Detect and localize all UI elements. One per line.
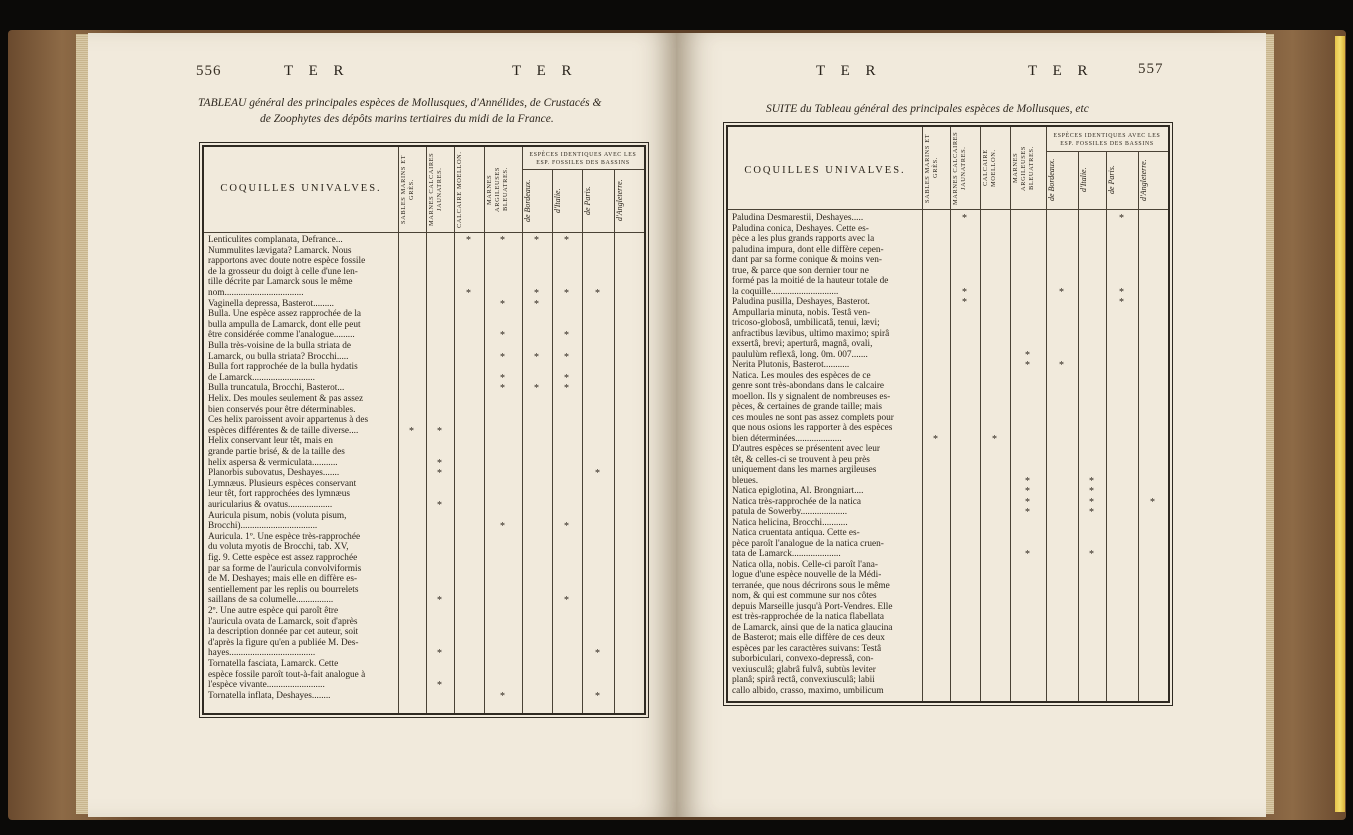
occurrence-star: * xyxy=(962,286,967,298)
header-rule xyxy=(204,232,644,233)
occurrence-star: * xyxy=(500,351,505,363)
occurrence-star: * xyxy=(1059,286,1064,298)
occurrence-star: * xyxy=(1025,496,1030,508)
page-number: 556 xyxy=(196,63,222,79)
column-rule xyxy=(950,127,951,701)
group-rule xyxy=(522,169,644,170)
column-rule xyxy=(398,147,399,713)
occurrence-star: * xyxy=(595,690,600,702)
table-caption-line1: TABLEAU général des principales espèces de Mollusques, d'Annélides, de Crustacés & xyxy=(198,97,602,109)
occurrence-star: * xyxy=(500,383,505,395)
species-entry: rapportons avec doute notre espèce fossile xyxy=(208,256,366,267)
species-entry: logue d'une espèce nouvelle de la Médi- xyxy=(732,570,882,580)
occurrence-star: * xyxy=(466,288,471,299)
occurrence-star: * xyxy=(437,680,442,692)
species-entry: Paludina pusilla, Deshayes, Basterot. xyxy=(732,297,870,307)
occurrence-star: * xyxy=(534,235,539,246)
column-header: d'Italie. xyxy=(1079,167,1088,193)
species-entry: paludina impura, dont elle diffère cepen- xyxy=(732,244,884,255)
species-entry: espèces par les caractères suivans: Testâ xyxy=(732,643,882,654)
species-entry: paululùm reflexâ, long. 0m. 007....... xyxy=(732,349,868,360)
occurrence-star: * xyxy=(500,235,505,246)
species-entry: Planorbis subovatus, Deshayes....... xyxy=(208,468,340,479)
species-entry: suborbiculari, convexo-depressâ, con- xyxy=(732,654,874,664)
species-entry: têt, & celles-ci se trouvent à peu près xyxy=(732,454,870,465)
occurrence-star: * xyxy=(1025,549,1030,560)
occurrence-star: * xyxy=(534,298,539,310)
column-rule xyxy=(454,147,455,713)
column-rule xyxy=(614,169,615,713)
species-entry: l'espèce vivante......................... xyxy=(208,680,325,691)
species-entry: bien déterminées.................... xyxy=(732,433,842,444)
table-caption-line2: de Zoophytes des dépôts marins tertiaires du midi de la France. xyxy=(260,113,554,125)
occurrence-star: * xyxy=(437,500,442,511)
column-rule xyxy=(582,169,583,713)
occurrence-star: * xyxy=(564,595,569,607)
species-entry: exsertâ, brevi; aperturâ, magnâ, ovali, xyxy=(732,339,873,349)
column-rule xyxy=(1046,127,1047,701)
species-entry: Lenticulites complanata, Defrance... xyxy=(208,235,343,245)
species-entry: Paludina conica, Deshayes. Cette es- xyxy=(732,223,869,234)
occurrence-star: * xyxy=(500,521,505,533)
header-rule xyxy=(728,209,1168,210)
page-number: 557 xyxy=(1138,61,1164,77)
occurrence-star: * xyxy=(1119,286,1124,298)
table-title: COQUILLES UNIVALVES. xyxy=(744,165,906,176)
occurrence-star: * xyxy=(1089,496,1094,508)
species-entry: Helix. Des moules seulement & pas assez xyxy=(208,394,364,404)
occurrence-star: * xyxy=(437,468,442,480)
species-entry: leur têt, fort rapprochées des lymnæus xyxy=(208,489,350,500)
column-header: SABLES MARINS ET GRÈS. xyxy=(400,154,415,225)
running-head-right: T E R xyxy=(1028,63,1094,79)
column-rule xyxy=(1106,151,1107,701)
species-entry: Lymnæus. Plusieurs espèces conservant xyxy=(208,478,357,489)
occurrence-star: * xyxy=(534,383,539,395)
occurrence-star: * xyxy=(1150,496,1155,508)
species-entry: Nummulites lævigata? Lamarck. Nous xyxy=(208,245,352,256)
column-rule xyxy=(522,147,523,713)
column-rule xyxy=(1078,151,1079,701)
occurrence-star: * xyxy=(1025,360,1030,371)
species-entry: terranée, que nous décrirons sous le même xyxy=(732,580,890,591)
running-head-left: T E R xyxy=(284,63,350,79)
column-rule xyxy=(980,127,981,701)
species-entry: anfractibus lævibus, ultimo maximo; spirâ xyxy=(732,328,890,339)
species-entry: espèce fossile paroît tout-à-fait analogue à xyxy=(208,669,366,680)
column-rule xyxy=(552,169,553,713)
occurrence-star: * xyxy=(564,383,569,395)
occurrence-star: * xyxy=(1089,475,1094,487)
occurrence-star: * xyxy=(1025,349,1030,361)
column-header: MARNES CALCAIRES JAUNATRES. xyxy=(952,131,967,205)
species-entry: Lamarck, ou bulla striata? Brocchi..... xyxy=(208,351,349,362)
species-entry: Paludina Desmarestii, Deshayes..... xyxy=(732,213,864,223)
species-entry: formé pas la moitié de la hauteur totale de xyxy=(732,276,889,286)
species-entry: Tornatella fasciata, Lamarck. Cette xyxy=(208,659,339,669)
species-entry: tricoso-globosâ, umbilicatâ, tenui, lævi; xyxy=(732,318,880,328)
occurrence-star: * xyxy=(437,425,442,437)
species-entry: Natica. Les moules des espèces de ce xyxy=(732,370,871,381)
species-entry: nom, & qui est commune sur nos côtes xyxy=(732,591,877,601)
column-rule xyxy=(1010,127,1011,701)
column-header: MARNES ARGILEUSES BLEUATRES. xyxy=(486,166,509,213)
occurrence-star: * xyxy=(409,425,414,437)
occurrence-star: * xyxy=(1119,297,1124,308)
species-entry: fig. 9. Cette espèce est assez rapprochée xyxy=(208,553,358,563)
gilded-edge xyxy=(1335,36,1345,812)
species-entry: Bulla. Une espèce assez rapprochée de la xyxy=(208,309,362,320)
species-entry: de Basterot; mais elle diffère de ces deux xyxy=(732,633,885,643)
occurrence-star: * xyxy=(595,288,600,299)
species-entry: Tornatella inflata, Deshayes........ xyxy=(208,690,331,701)
species-entry: Natica epiglotina, Al. Brongniart.... xyxy=(732,486,864,496)
occurrence-star: * xyxy=(595,468,600,480)
occurrence-star: * xyxy=(534,288,539,299)
species-entry: du voluta myotis de Brocchi, tab. XV, xyxy=(208,542,349,553)
occurrence-star: * xyxy=(1089,507,1094,518)
occurrence-star: * xyxy=(1089,486,1094,497)
occurrence-star: * xyxy=(500,330,505,342)
species-entry: ces moules ne sont pas assez complets pour xyxy=(732,412,894,423)
species-entry: D'autres espèces se présentent avec leur xyxy=(732,444,881,454)
column-header: CALCAIRE MOELLON. xyxy=(982,149,997,187)
column-header: de Bordeaux. xyxy=(1047,158,1056,202)
species-entry: Bulla truncatula, Brocchi, Basterot... xyxy=(208,383,345,394)
species-entry: bien conservés pour être déterminables. xyxy=(208,404,356,415)
occurrence-star: * xyxy=(564,372,569,384)
occurrence-star: * xyxy=(437,457,442,469)
column-header: MARNES ARGILEUSES BLEUATRES. xyxy=(1012,145,1035,191)
occurrence-star: * xyxy=(437,648,442,660)
species-entry: depuis Marseille jusqu'à Port-Vendres. Elle xyxy=(732,601,893,612)
occurrence-star: * xyxy=(1119,213,1124,224)
species-entry: par sa forme de l'auricula convolviformis xyxy=(208,563,362,574)
species-entry: que nous osions les rapporter à des espèces xyxy=(732,423,893,433)
column-rule xyxy=(484,147,485,713)
species-entry: dant par sa forme conique & moins ven- xyxy=(732,255,882,265)
occurrence-star: * xyxy=(992,433,997,445)
column-rule xyxy=(922,127,923,701)
species-entry: nom.................................. xyxy=(208,288,304,298)
column-header: SABLES MARINS ET GRÈS. xyxy=(924,133,939,203)
occurrence-star: * xyxy=(962,297,967,308)
column-header: d'Angleterre. xyxy=(615,179,624,222)
occurrence-star: * xyxy=(564,288,569,299)
species-entry: true, & parce que son dernier tour ne xyxy=(732,265,869,276)
species-entry: de la grosseur du doigt à celle d'une len- xyxy=(208,266,358,277)
species-entry: grande partie brisé, & de la taille des xyxy=(208,447,345,457)
column-rule xyxy=(426,147,427,713)
species-entry: 2º. Une autre espèce qui paroît être xyxy=(208,606,339,616)
group-header: ESPÈCES IDENTIQUES AVEC LES ESP. FOSSILES DES BASSINS xyxy=(529,152,637,166)
species-entry: l'auricula ovata de Lamarck, soit d'après xyxy=(208,616,358,627)
species-entry: Helix conservant leur têt, mais en xyxy=(208,436,333,447)
species-entry: hayes..................................... xyxy=(208,648,316,659)
running-head-right: T E R xyxy=(512,63,578,79)
species-entry: Brocchi)................................. xyxy=(208,521,318,532)
species-entry: de M. Deshayes; mais elle en diffère es- xyxy=(208,574,358,585)
species-entry: Natica cruentata antiqua. Cette es- xyxy=(732,528,860,538)
column-header: de Paris. xyxy=(583,186,592,215)
table-caption: SUITE du Tableau général des principales espèces de Mollusques, etc xyxy=(766,103,1089,115)
species-entry: Bulla fort rapprochée de la bulla hydatis xyxy=(208,362,358,373)
occurrence-star: * xyxy=(564,521,569,533)
table-title: COQUILLES UNIVALVES. xyxy=(220,183,382,194)
species-entry: d'après la figure qu'en a publiée M. Des- xyxy=(208,637,359,648)
running-head-left: T E R xyxy=(816,63,882,79)
species-entry: Ces helix paroissent avoir appartenus à des xyxy=(208,415,369,426)
occurrence-star: * xyxy=(437,595,442,607)
column-header: de Paris. xyxy=(1107,165,1116,195)
group-rule xyxy=(1046,151,1168,152)
species-entry: moellon. Ils y signalent de nombreuses es- xyxy=(732,391,891,402)
occurrence-star: * xyxy=(500,372,505,384)
species-entry: de Lamarck........................... xyxy=(208,372,315,383)
species-entry: être considérée comme l'analogue......... xyxy=(208,330,355,341)
species-entry: patula de Sowerby.................... xyxy=(732,507,848,517)
species-entry: de Lamarck, ainsi que de la natica glaucina xyxy=(732,622,893,633)
species-entry: genre sont très-abondans dans le calcaire xyxy=(732,381,885,391)
occurrence-star: * xyxy=(1089,549,1094,560)
species-entry: Bulla très-voisine de la bulla striata de xyxy=(208,341,352,351)
species-entry: vexiusculâ; glabrâ fulvâ, subtùs leviter xyxy=(732,664,876,675)
occurrence-star: * xyxy=(500,690,505,702)
species-entry: Natica helicina, Brocchi........... xyxy=(732,517,848,528)
species-entry: Natica olla, nobis. Celle-ci paroît l'ana- xyxy=(732,559,878,570)
species-entry: sentiellement par les replis ou bourrelets xyxy=(208,584,359,595)
column-header: de Bordeaux. xyxy=(523,179,532,222)
species-entry: uniquement dans les marnes argileuses xyxy=(732,465,877,475)
species-table xyxy=(726,125,1170,703)
occurrence-star: * xyxy=(564,235,569,246)
species-entry: pèce a les plus grands rapports avec la xyxy=(732,234,875,244)
species-table xyxy=(202,145,646,715)
species-entry: Vaginella depressa, Basterot......... xyxy=(208,298,334,309)
species-entry: Auricula. 1º. Une espèce très-rapprochée xyxy=(208,531,361,542)
column-header: d'Italie. xyxy=(553,188,562,213)
species-entry: Natica très-rapprochée de la natica xyxy=(732,496,862,507)
species-entry: la coquille............................. xyxy=(732,286,839,297)
left-page xyxy=(88,33,678,817)
species-entry: auricularius & ovatus................... xyxy=(208,500,333,510)
species-entry: pèce paroît l'analogue de la natica cruen- xyxy=(732,538,884,549)
species-entry: bleues. xyxy=(732,475,759,486)
species-entry: Auricula pisum, nobis (voluta pisum, xyxy=(208,510,347,521)
species-entry: tata de Lamarck..................... xyxy=(732,549,841,559)
species-entry: callo albido, crasso, maximo, umbilicum xyxy=(732,685,884,696)
occurrence-star: * xyxy=(595,648,600,660)
species-entry: saillans de sa columelle................ xyxy=(208,595,334,606)
column-header: CALCAIRE MOELLON. xyxy=(456,151,463,228)
occurrence-star: * xyxy=(534,351,539,363)
column-rule xyxy=(1138,151,1139,701)
species-entry: Nerita Plutonis, Basterot........... xyxy=(732,360,850,370)
species-entry: bulla ampulla de Lamarck, dont elle peut xyxy=(208,319,361,330)
species-entry: espèces différentes & de taille diverse.... xyxy=(208,425,359,436)
occurrence-star: * xyxy=(466,235,471,246)
occurrence-star: * xyxy=(1059,360,1064,371)
column-header: MARNES CALCAIRES JAUNATRES. xyxy=(428,152,443,227)
species-entry: pèces, & certaines de grande taille; mais xyxy=(732,402,882,412)
group-header: ESPÈCES IDENTIQUES AVEC LES ESP. FOSSILES DES BASSINS xyxy=(1053,133,1161,147)
occurrence-star: * xyxy=(564,330,569,342)
occurrence-star: * xyxy=(1025,486,1030,497)
occurrence-star: * xyxy=(962,213,967,224)
occurrence-star: * xyxy=(564,351,569,363)
occurrence-star: * xyxy=(933,433,938,445)
occurrence-star: * xyxy=(500,298,505,310)
right-page xyxy=(676,33,1266,817)
column-header: d'Angleterre. xyxy=(1139,159,1148,201)
species-entry: la description donnée par cet auteur, soit xyxy=(208,627,359,638)
species-entry: est très-rapprochée de la natica flabellata xyxy=(732,612,885,622)
left-page-edges xyxy=(76,34,88,814)
occurrence-star: * xyxy=(1025,475,1030,487)
species-entry: helix aspersa & vermiculata........... xyxy=(208,457,338,468)
species-entry: planâ; spirâ rectâ, convexiusculâ; labii xyxy=(732,675,875,685)
species-entry: tille décrite par Lamarck sous le même xyxy=(208,277,353,288)
species-entry: Ampullaria minuta, nobis. Testâ ven- xyxy=(732,307,871,318)
occurrence-star: * xyxy=(1025,507,1030,518)
